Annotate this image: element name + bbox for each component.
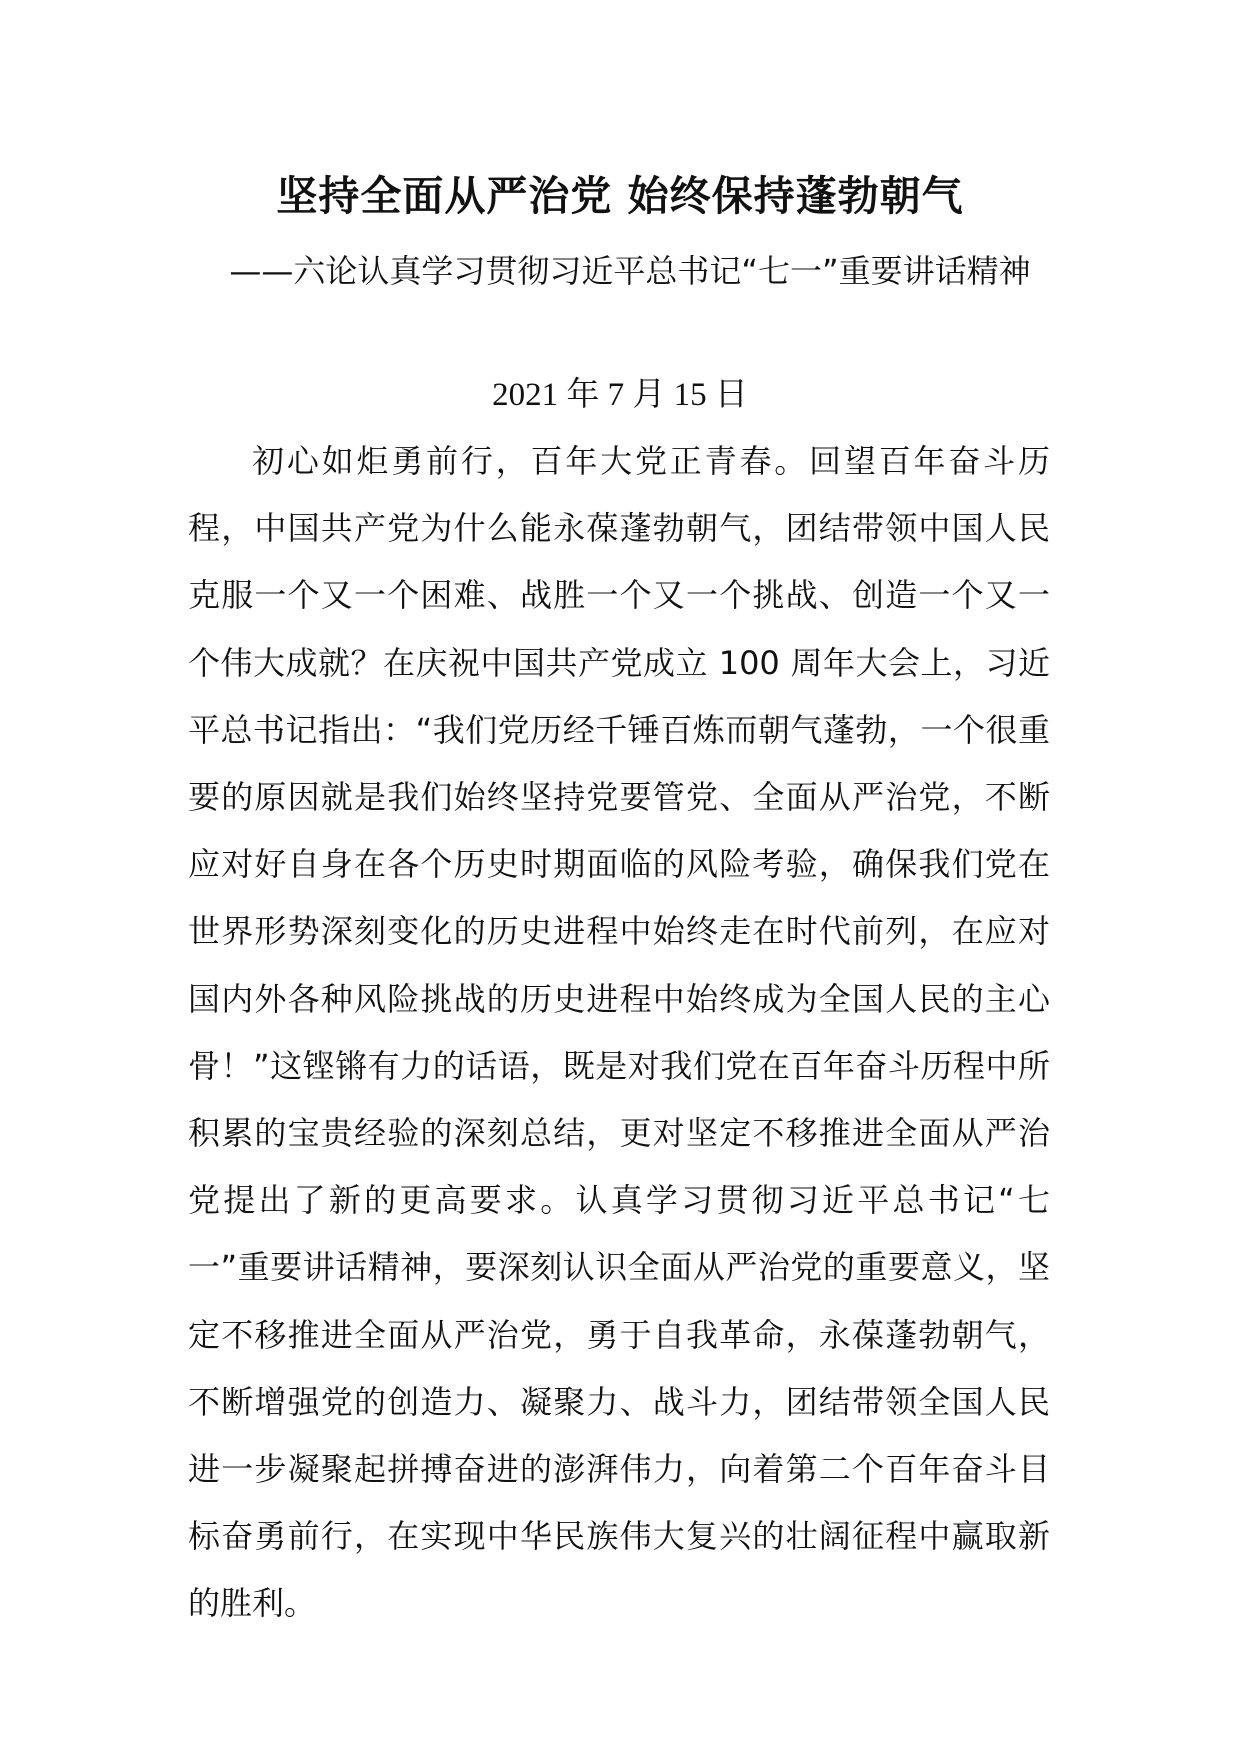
publish-date: 2021 年 7 月 15 日: [492, 377, 748, 413]
document-title: 坚持全面从严治党 始终保持蓬勃朝气: [276, 172, 964, 220]
document-subtitle: ——六论认真学习贯彻习近平总书记“七一”重要讲话精神: [229, 252, 1031, 290]
body-paragraph: 初心如炬勇前行，百年大党正青春。回望百年奋斗历程，中国共产党为什么能永葆蓬勃朝气，团结带领中国人民克服一个又一个困难、战胜一个又一个挑战、创造一个又一个伟大成就？在庆祝中国共产党成立 100 周年大会上，习近平总书记指出：“我们党历经千锤百炼而朝气蓬勃，一个很重要的原因就是我们始终坚持党要管党、全面从严治党，不断应对好自身在各个历史时期面临的风险考验，确保我们党在世界形势深刻变化的历史进程中始终走在时代前列，在应对国内外各种风险挑战的历史进程中始终成为全国人民的主心骨！”这铿锵有力的话语，既是对我们党在百年奋斗历程中所积累的宝贵经验的深刻总结，更对坚定不移推进全面从严治党提出了新的更高要求。认真学习贯彻习近平总书记“七一”重要讲话精神，要深刻认识全面从严治党的重要意义，坚定不移推进全面从严治党，勇于自我革命，永葆蓬勃朝气，不断增强党的创造力、凝聚力、战斗力，团结带领全国人民进一步凝聚起拼搏奋进的澎湃伟力，向着第二个百年奋斗目标奋勇前行，在实现中华民族伟大复兴的壮阔征程中赢取新的胜利。: [188, 442, 1050, 1623]
